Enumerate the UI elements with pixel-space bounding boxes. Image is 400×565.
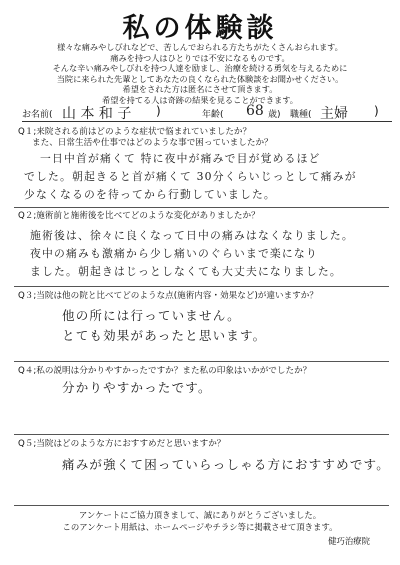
page-title: 私の体験談	[122, 13, 278, 44]
age-value: 68	[246, 103, 264, 119]
divider	[14, 361, 389, 362]
question-line: Q１;来院される前はどのような症状で悩まれていましたか？	[18, 127, 252, 137]
name-label: お名前(	[22, 110, 53, 120]
job-close: )	[374, 104, 379, 118]
question-line: Q５;当院はどのような方におすすめだと思いますか？	[18, 439, 226, 449]
answer-line: とても効果があったと思います。	[62, 328, 267, 343]
answer-line: 施術後は、徐々に良くなって日中の痛みはなくなりました。	[30, 229, 354, 242]
name-value: 山 本 和 子	[62, 106, 132, 122]
intro-line: 当院に来られた先輩としてあなたの良くなられた体験談をお聞かせください。	[56, 73, 344, 84]
intro-line: 希望を持てる人は奇跡の結果を見ることができます。	[102, 94, 298, 105]
intro-text	[0, 42, 400, 106]
answer-5	[62, 456, 390, 474]
answer-line: ました。朝起きはじっとしなくても大丈夫になりました。	[30, 265, 342, 278]
question-2	[18, 211, 260, 222]
divider	[14, 207, 389, 208]
question-4	[18, 366, 311, 377]
divider	[22, 121, 392, 122]
divider	[14, 286, 389, 287]
intro-line: 痛みを持つ人はひとりでは不安になるものです。	[110, 52, 290, 63]
footer-thanks: アンケートにご協力頂きまして、誠にありがとうございました。	[78, 510, 322, 520]
answer-line: 夜中の痛みも激痛から少し痛いのぐらいまで楽になり	[30, 247, 318, 260]
answer-1	[24, 150, 357, 204]
question-line: また、日常生活や仕事ではどのような事で困っていましたか？	[32, 138, 273, 148]
divider	[14, 505, 389, 506]
intro-line: 様々な痛みやしびれなどで、苦しんでおられる方たちがたくさんおられます。	[57, 42, 343, 52]
answer-line: 分かりやすかったです。	[62, 380, 212, 395]
respondent-info	[22, 103, 392, 121]
question-3	[18, 291, 318, 302]
job-label: 職種(	[290, 110, 312, 120]
job-value: 主婦	[320, 106, 348, 122]
answer-line: 一日中首が痛くて 特に夜中が痛みで目が覚めるほど	[40, 152, 321, 165]
answer-line: 少なくなるのを待ってから行動していました。	[24, 188, 276, 201]
question-line: Q２;施術前と施術後を比べてどのような変化がありましたか？	[18, 211, 260, 221]
age-label: 年齢(	[202, 110, 224, 120]
age-suffix: 歳)	[268, 110, 281, 120]
clinic-name: 健巧治療院	[328, 536, 370, 546]
question-5	[18, 439, 225, 450]
answer-4	[62, 379, 212, 397]
question-line: Q４;私の説明は分かりやすかったですか？また私の印象はいかがでしたか？	[18, 366, 312, 376]
answer-line: でした。朝起きると首が痛くて 30分くらいじっとして痛みが	[24, 170, 357, 183]
intro-line: そんな辛い痛みやしびれを持つ人達を励まし、治療を続ける勇気を与えるために	[52, 63, 348, 74]
intro-line: 希望をされた方は匿名にさせて頂きます。	[122, 84, 278, 95]
footer-notice: このアンケート用紙は、ホームページやチラシ等に掲載させて頂きます。	[62, 522, 338, 532]
question-line: Q３;当院は他の院と比べてどのような点(施術内容・効果など)が違いますか？	[18, 291, 318, 301]
answer-3	[62, 306, 266, 346]
answer-line: 痛みが強くて困っていらっしゃる方におすすめです。	[62, 457, 390, 472]
divider	[14, 434, 389, 435]
question-1	[18, 127, 273, 149]
name-close: )	[156, 104, 161, 118]
answer-2	[30, 227, 354, 281]
answer-line: 他の所には行っていません。	[62, 308, 241, 323]
